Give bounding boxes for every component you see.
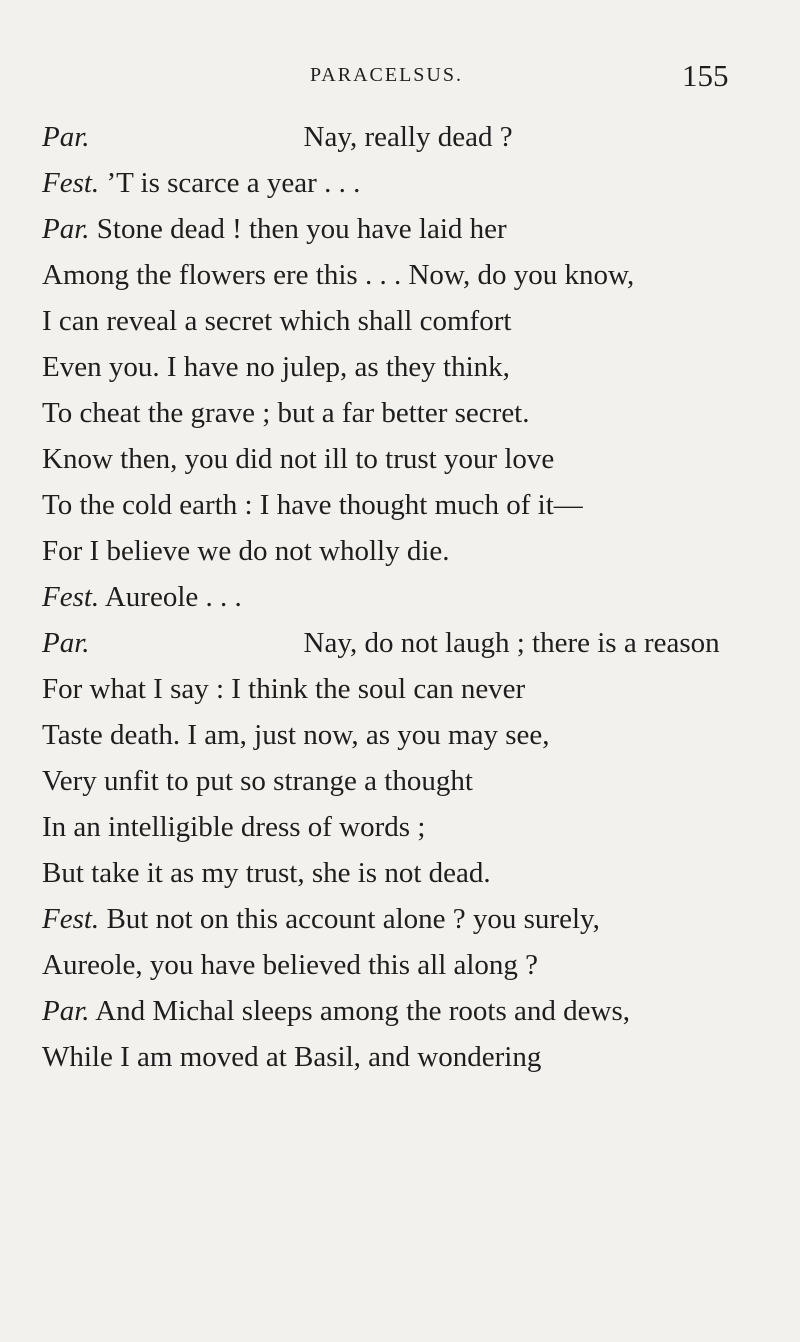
line-text: Very unfit to put so strange a thought xyxy=(42,765,473,797)
verse-line xyxy=(42,347,510,387)
verse-line xyxy=(42,163,360,203)
verse-line xyxy=(42,117,513,157)
speaker-label: Par. xyxy=(42,995,90,1027)
verse-line xyxy=(42,669,525,709)
speaker-label: Par. xyxy=(42,213,90,245)
line-text: To cheat the grave ; but a far better secret. xyxy=(42,397,530,429)
verse-line xyxy=(42,715,550,755)
verse-line xyxy=(42,853,491,893)
verse-line xyxy=(42,485,583,525)
verse-line xyxy=(42,945,538,985)
line-text: Know then, you did not ill to trust your love xyxy=(42,443,555,475)
verse-line xyxy=(42,899,600,939)
line-text: I can reveal a secret which shall comfort xyxy=(42,305,512,337)
line-text: Aureole, you have believed this all along ? xyxy=(42,949,539,981)
verse-line xyxy=(42,255,634,295)
line-text: While I am moved at Basil, and wondering xyxy=(42,1041,542,1073)
line-text: Even you. I have no julep, as they think, xyxy=(42,351,510,383)
running-title: PARACELSUS. xyxy=(310,64,463,86)
line-text: Nay, do not laugh ; there is a reason xyxy=(303,627,720,659)
verse-line xyxy=(42,393,530,433)
verse-line xyxy=(42,531,450,571)
verse-line xyxy=(42,1037,541,1077)
speaker-label: Fest. xyxy=(42,903,100,935)
verse-line xyxy=(42,807,425,847)
verse-line xyxy=(42,623,720,663)
page-number: 155 xyxy=(682,58,729,93)
speaker-label: Fest. xyxy=(42,581,100,613)
verse-line xyxy=(42,439,554,479)
speaker-label: Par. xyxy=(42,121,90,153)
verse-line xyxy=(42,991,630,1031)
verse-line xyxy=(42,301,511,341)
line-text: Aureole . . . xyxy=(104,581,242,613)
line-text: And Michal sleeps among the roots and dews, xyxy=(95,995,630,1027)
line-text: Stone dead ! then you have laid her xyxy=(96,213,507,245)
page-header xyxy=(0,58,800,98)
line-text: For what I say : I think the soul can never xyxy=(42,673,526,705)
verse-line xyxy=(42,577,242,617)
speaker-label: Par. xyxy=(42,627,90,659)
line-text: To the cold earth : I have thought much of it— xyxy=(42,489,583,521)
line-text: ’T is scarce a year . . . xyxy=(106,167,361,199)
verse-line xyxy=(42,761,473,801)
verse-line xyxy=(42,209,507,249)
line-text: Nay, really dead ? xyxy=(303,121,513,153)
line-text: But take it as my trust, she is not dead. xyxy=(42,857,491,889)
speaker-label: Fest. xyxy=(42,167,100,199)
line-text: In an intelligible dress of words ; xyxy=(42,811,426,843)
line-text: But not on this account alone ? you surely, xyxy=(106,903,600,935)
line-text: Among the flowers ere this . . . Now, do you know, xyxy=(42,259,635,291)
line-text: For I believe we do not wholly die. xyxy=(42,535,450,567)
line-text: Taste death. I am, just now, as you may see, xyxy=(42,719,550,751)
